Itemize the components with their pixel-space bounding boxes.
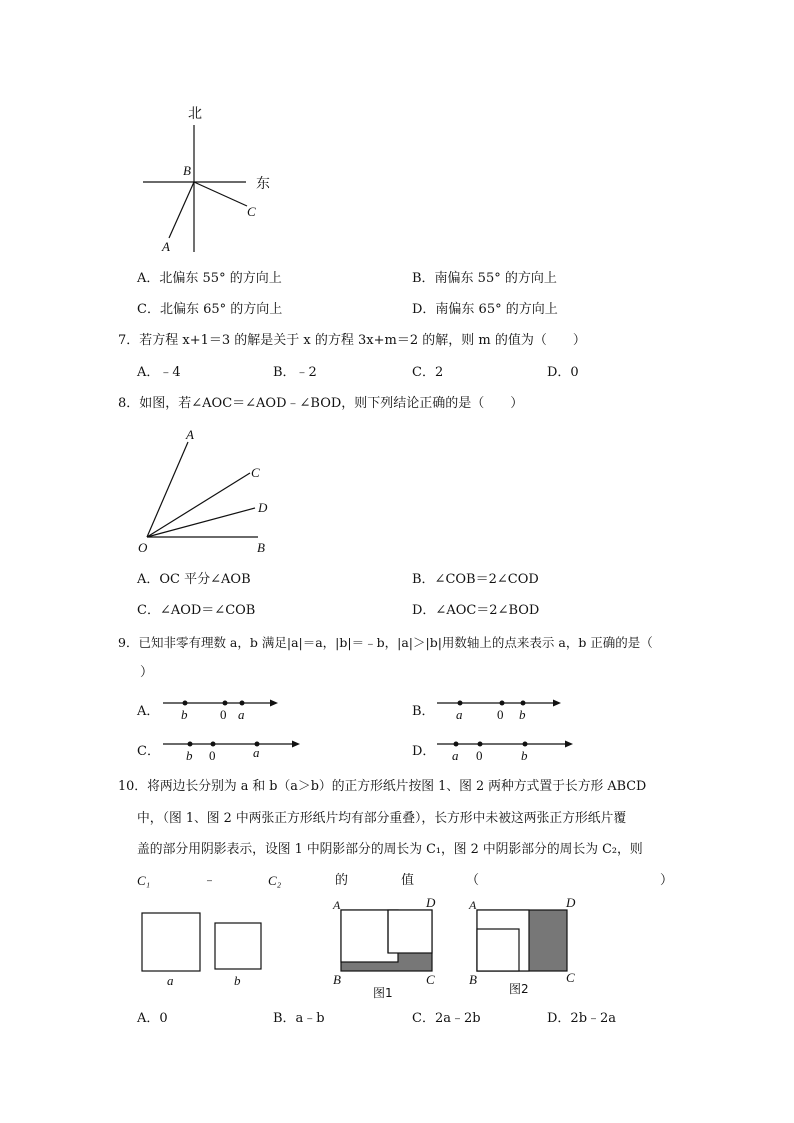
q10-option-b[interactable]: B．a﹣b — [273, 1011, 325, 1026]
ray-ba — [169, 182, 194, 238]
q10-c1: C₁ — [137, 873, 151, 888]
q9a-b: b — [181, 707, 188, 722]
fig1-A: A — [333, 898, 341, 912]
q10-label-a: a — [167, 973, 174, 988]
ray-oc — [147, 473, 250, 537]
q8-label-c: C — [251, 465, 260, 480]
q8-option-c[interactable]: C．∠AOD＝∠COB — [137, 603, 256, 618]
fig2-C: C — [566, 970, 575, 985]
fig1-caption: 图1 — [373, 986, 393, 1000]
q7-option-c[interactable]: C．2 — [412, 365, 444, 380]
q9b-a: a — [456, 707, 463, 722]
q10-paren-close: ） — [660, 873, 674, 888]
q10-line2: 中，（图 1、图 2 中两张正方形纸片均有部分重叠），长方形中未被这两张正方形纸片覆 — [137, 811, 627, 826]
q10-option-a[interactable]: A．0 — [137, 1011, 168, 1026]
label-east: 东 — [256, 176, 270, 192]
numberline-b — [437, 700, 561, 707]
q10-label-b: b — [234, 973, 241, 988]
square-a — [142, 913, 200, 971]
q9d-a: a — [452, 748, 459, 763]
q8-label-a: A — [186, 427, 194, 442]
q10-line3: 盖的部分用阴影表示，设图 1 中阴影部分的周长为 C₁，图 2 中阴影部分的周长为 C₂，则 — [137, 842, 643, 857]
q10-line1: 10．将两边长分别为 a 和 b（a＞b）的正方形纸片按图 1、图 2 两种方式置于长方形 ABCD — [118, 779, 647, 794]
fig2-A: A — [469, 898, 477, 912]
fig2-D: D — [566, 895, 576, 910]
q8-option-d[interactable]: D．∠AOC＝2∠BOD — [412, 603, 540, 618]
q10-option-d[interactable]: D．2b﹣2a — [547, 1011, 617, 1026]
q7-option-b[interactable]: B．﹣2 — [273, 365, 317, 380]
figure-1 — [341, 910, 432, 971]
q6-option-b[interactable]: B．南偏东 55° 的方向上 — [412, 271, 557, 286]
q6-option-a[interactable]: A．北偏东 55° 的方向上 — [137, 271, 282, 286]
q9-option-b[interactable]: B． — [412, 704, 435, 719]
q8-stem: 8．如图，若∠AOC＝∠AOD﹣∠BOD，则下列结论正确的是（ ） — [118, 396, 524, 411]
q9c-zero: 0 — [209, 748, 216, 763]
square-b — [215, 923, 261, 969]
fig1-B: B — [333, 972, 341, 987]
q9-option-a[interactable]: A． — [137, 704, 160, 719]
q8-label-b: B — [257, 540, 265, 555]
q9-option-c[interactable]: C． — [137, 744, 160, 759]
q9c-b: b — [186, 748, 193, 763]
q9d-b: b — [521, 748, 528, 763]
q9c-a: a — [253, 745, 260, 760]
ray-bc — [194, 182, 247, 206]
numberline-d — [437, 741, 573, 748]
fig2-caption: 图2 — [509, 982, 529, 996]
q8-option-b[interactable]: B．∠COB＝2∠COD — [412, 572, 539, 587]
ray-od — [147, 508, 255, 537]
q8-label-d: D — [258, 500, 268, 515]
q8-label-o: O — [138, 540, 148, 555]
figure-2 — [477, 910, 567, 971]
q9b-zero: 0 — [497, 707, 504, 722]
q9d-zero: 0 — [476, 748, 483, 763]
q10-paren-open: （ — [466, 873, 480, 888]
q9-option-d[interactable]: D． — [412, 744, 436, 759]
fig1-C: C — [426, 972, 435, 987]
q7-option-d[interactable]: D．0 — [547, 365, 579, 380]
ray-oa — [147, 442, 188, 537]
q9a-a: a — [238, 707, 245, 722]
fig2-B: B — [469, 972, 477, 987]
q10-c2: C₂ — [268, 873, 282, 888]
label-c: C — [247, 204, 256, 219]
q9a-zero: 0 — [220, 707, 227, 722]
q7-stem: 7．若方程 x+1＝3 的解是关于 x 的方程 3x+m＝2 的解，则 m 的值为（ ） — [118, 333, 586, 348]
fig1-D: D — [426, 895, 436, 910]
numberline-c — [163, 741, 300, 748]
q9-stem-line1: 9．已知非零有理数 a，b 满足|a|＝a，|b|＝﹣b，|a|＞|b|用数轴上的点来表示 a，b 正确的是（ — [118, 635, 653, 650]
q6-option-d[interactable]: D．南偏东 65° 的方向上 — [412, 302, 558, 317]
q10-minus: ﹣ — [203, 873, 217, 888]
label-b: B — [183, 163, 191, 178]
q10-de: 的 — [335, 873, 349, 888]
numberline-a — [163, 700, 278, 707]
q8-option-a[interactable]: A．OC 平分∠AOB — [137, 572, 251, 587]
label-a: A — [162, 239, 170, 254]
q10-option-c[interactable]: C．2a﹣2b — [412, 1011, 481, 1026]
q7-option-a[interactable]: A．﹣4 — [137, 365, 181, 380]
q9-stem-line2: ） — [140, 665, 154, 680]
q9b-b: b — [519, 707, 526, 722]
q10-zhi: 值 — [401, 873, 415, 888]
label-north: 北 — [188, 106, 202, 122]
q6-option-c[interactable]: C．北偏东 65° 的方向上 — [137, 302, 283, 317]
